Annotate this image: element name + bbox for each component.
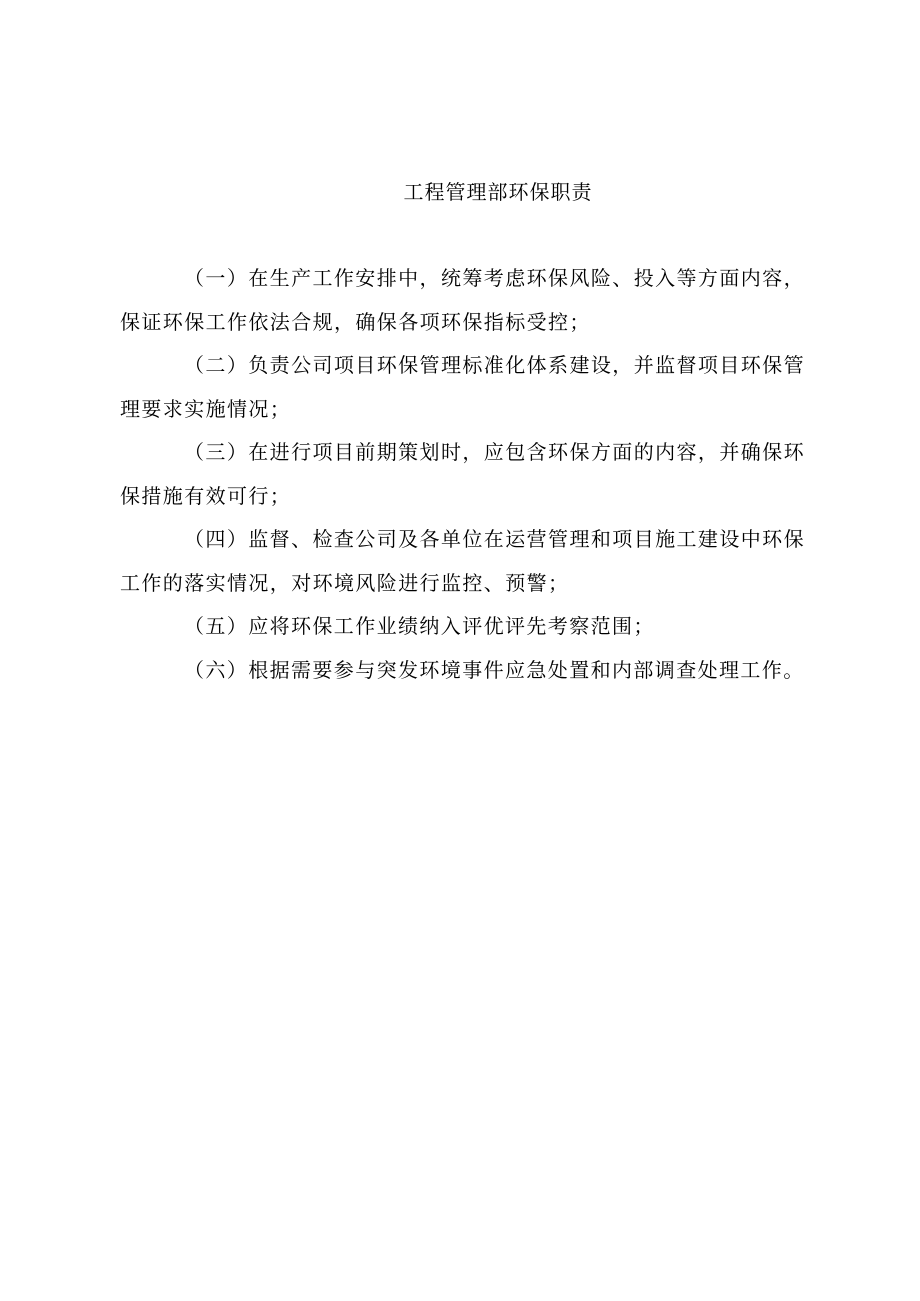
- document-title: 工程管理部环保职责: [403, 180, 593, 204]
- document-body: [120, 257, 805, 692]
- clause-4: （四）监督、检查公司及各单位在运营管理和项目施工建设中环保工作的落实情况，对环境风险进行监控、预警；: [120, 527, 805, 595]
- clause-6: （六）根据需要参与突发环境事件应急处置和内部调查处理工作。: [184, 657, 805, 682]
- clause-1: （一）在生产工作安排中，统筹考虑环保风险、投入等方面内容，保证环保工作依法合规，确保各项环保指标受控；: [120, 266, 805, 334]
- clause-2: （二）负责公司项目环保管理标准化体系建设，并监督项目环保管理要求实施情况；: [120, 353, 805, 421]
- clause-3: （三）在进行项目前期策划时，应包含环保方面的内容，并确保环保措施有效可行；: [120, 440, 805, 508]
- clause-5: （五）应将环保工作业绩纳入评优评先考察范围；: [184, 614, 655, 638]
